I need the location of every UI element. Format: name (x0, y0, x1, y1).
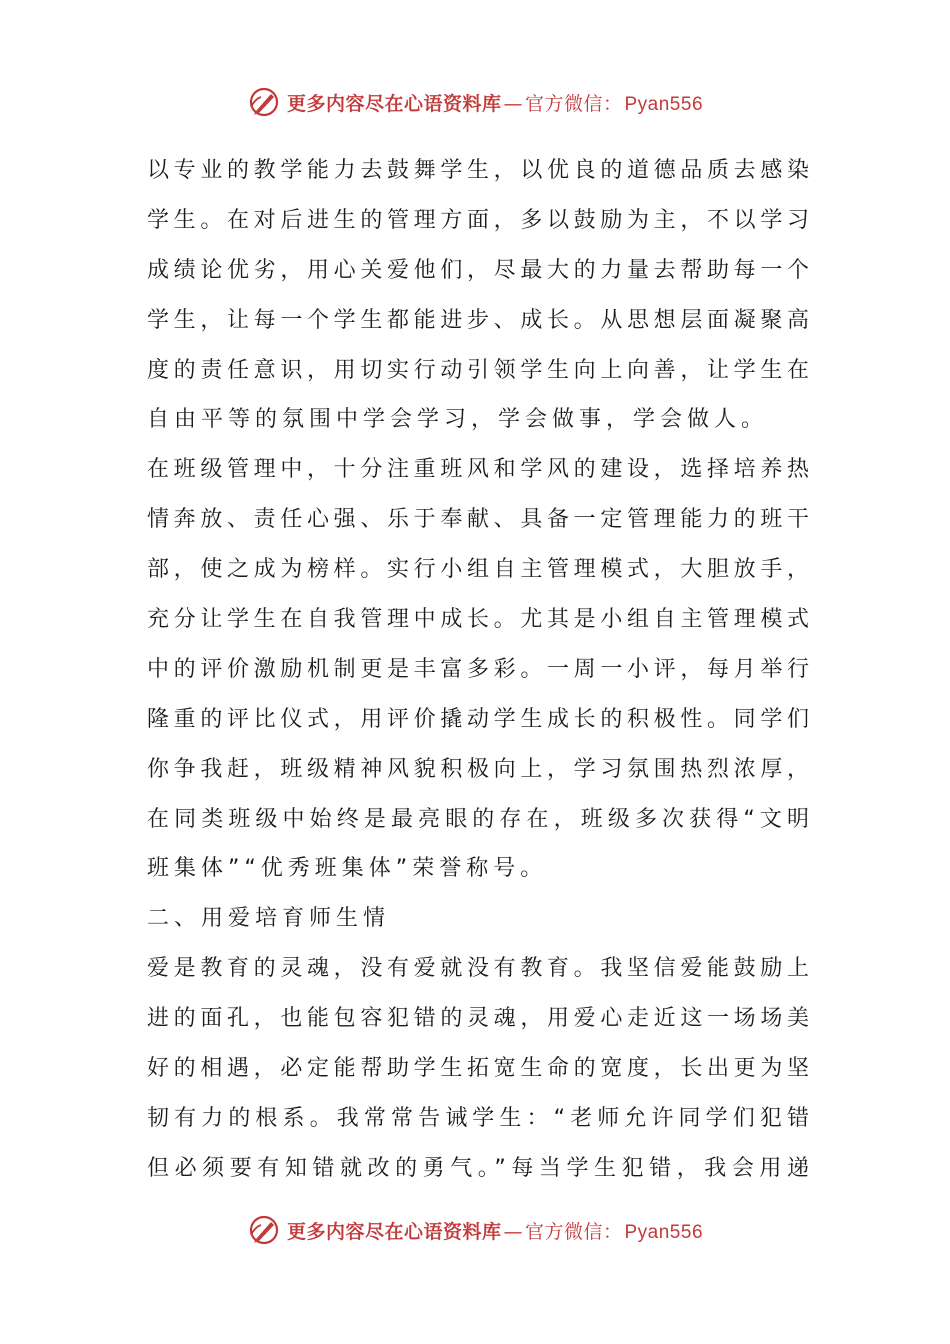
watermark-brand: 更多内容尽在心语资料库 (286, 92, 502, 115)
watermark-wechat-id: Pyan556 (624, 93, 704, 115)
watermark-text (287, 1217, 703, 1244)
text-line: 隆重的评比仪式，用评价撬动学生成长的积极性。同学们 (147, 706, 809, 732)
text-line: 韧有力的根系。我常常告诫学生：“老师允许同学们犯错 (147, 1105, 809, 1131)
text-line: 成绩论优劣，用心关爱他们，尽最大的力量去帮助每一个 (147, 257, 809, 283)
text-line: 学生。在对后进生的管理方面，多以鼓励为主，不以学习 (147, 207, 809, 233)
text-line: 部，使之成为榜样。实行小组自主管理模式，大胆放手， (147, 557, 809, 583)
text-line: 度的责任意识，用切实行动引领学生向上向善，让学生在 (147, 357, 809, 383)
text-line: 以专业的教学能力去鼓舞学生，以优良的道德品质去感染 (147, 158, 809, 183)
text-line: 爱是教育的灵魂，没有爱就没有教育。我坚信爱能鼓励上 (147, 956, 809, 982)
text-line: 进的面孔，也能包容犯错的灵魂，用爱心走近这一场场美 (147, 1006, 809, 1032)
watermark-wechat-label: 官方微信： (524, 1220, 623, 1243)
watermark-wechat-id: Pyan556 (624, 1221, 704, 1243)
pen-circle-logo-icon (247, 1213, 281, 1247)
text-line: 在班级管理中，十分注重班风和学风的建设，选择培养热 (147, 457, 809, 483)
document-body (147, 146, 809, 1194)
watermark-dash: — (503, 1220, 523, 1243)
watermark-text (287, 89, 703, 116)
text-line: 中的评价激励机制更是丰富多彩。一周一小评，每月举行 (147, 656, 809, 682)
text-line: 充分让学生在自我管理中成长。尤其是小组自主管理模式 (147, 607, 809, 633)
section-heading: 二、用爱培育师生情 (147, 906, 391, 932)
text-line: 自由平等的氛围中学会学习，学会做事，学会做人。 (147, 407, 769, 433)
header-watermark (0, 82, 950, 122)
text-line: 好的相遇，必定能帮助学生拓宽生命的宽度，长出更为坚 (147, 1056, 809, 1082)
pen-circle-logo-icon (247, 85, 281, 119)
watermark-brand: 更多内容尽在心语资料库 (286, 1220, 502, 1243)
watermark-wechat-label: 官方微信： (524, 92, 623, 115)
text-line: 学生，让每一个学生都能进步、成长。从思想层面凝聚高 (147, 307, 809, 333)
footer-watermark (0, 1210, 950, 1250)
watermark-dash: — (503, 92, 523, 115)
text-line: 在同类班级中始终是最亮眼的存在，班级多次获得“文明 (147, 806, 809, 832)
text-line: 班集体”“优秀班集体”荣誉称号。 (147, 856, 548, 882)
text-line: 情奔放、责任心强、乐于奉献、具备一定管理能力的班干 (147, 507, 809, 533)
text-line: 你争我赶，班级精神风貌积极向上，学习氛围热烈浓厚， (147, 756, 809, 782)
text-line: 但必须要有知错就改的勇气。”每当学生犯错，我会用递 (147, 1155, 809, 1181)
